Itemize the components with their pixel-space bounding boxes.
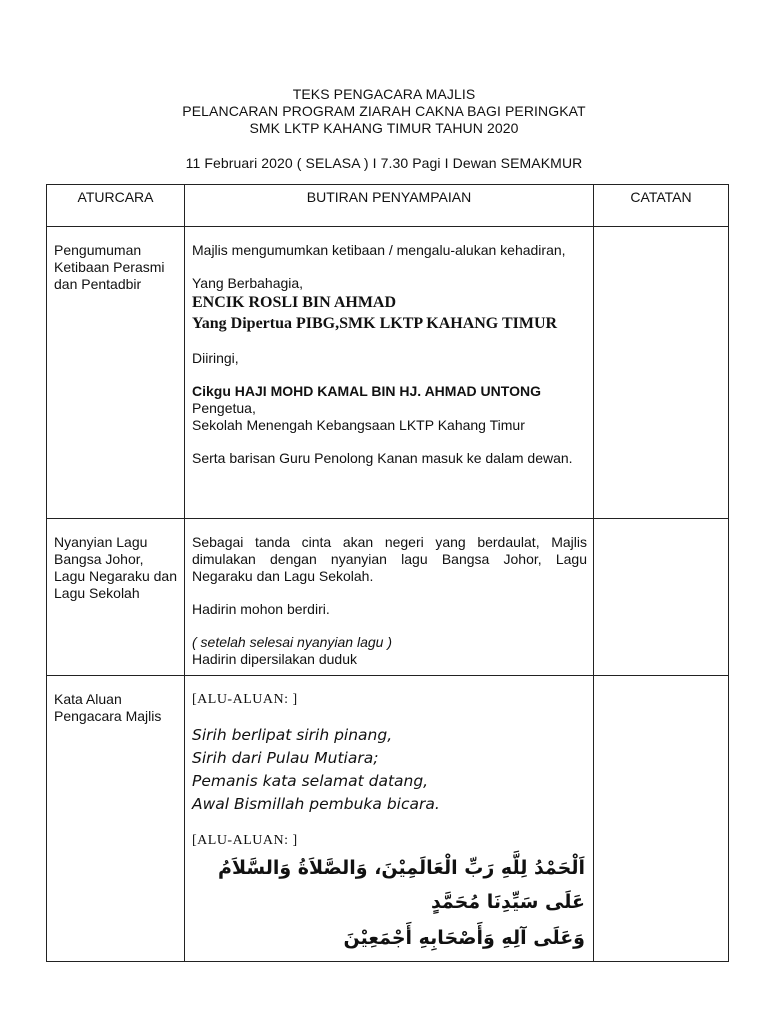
- paragraph: Serta barisan Guru Penolong Kanan masuk ke dalam dewan.: [192, 450, 573, 466]
- aturcara-cell: [47, 676, 185, 962]
- aturcara-text: Pengumuman Ketibaan Perasmi dan Pentadbir: [54, 242, 165, 292]
- paragraph: Hadirin mohon berdiri.: [192, 601, 330, 617]
- paragraph: Majlis mengumumkan ketibaan / mengalu-alukan kehadiran,: [192, 242, 566, 258]
- pantun-line: Sirih berlipat sirih pinang,: [192, 726, 393, 744]
- butiran-cell: [185, 676, 594, 962]
- aturcara-text: Nyanyian Lagu Bangsa Johor, Lagu Negaraku dan Lagu Sekolah: [54, 534, 177, 601]
- table-header-row: [47, 185, 729, 227]
- document-header: [0, 86, 768, 172]
- paragraph: Yang Berbahagia,: [192, 275, 304, 291]
- catatan-cell: [594, 227, 729, 519]
- header-school: SMK LKTP KAHANG TIMUR TAHUN 2020: [249, 120, 519, 136]
- pantun-line: Awal Bismillah pembuka bicara.: [192, 795, 440, 813]
- pantun: [192, 724, 587, 816]
- alu-aluan-tag: [ALU-ALUAN: ]: [192, 833, 298, 848]
- arabic-greeting-line: وَعَلَى آلِهِ وَأَصْحَابِهِ أَجْمَعِيْنَ: [343, 927, 585, 949]
- table-row: [47, 676, 729, 962]
- butiran-cell: [185, 519, 594, 676]
- guest-title: Yang Dipertua PIBG,SMK LKTP KAHANG TIMUR: [192, 315, 558, 332]
- paragraph: Hadirin dipersilakan duduk: [192, 651, 357, 667]
- stage-direction: ( setelah selesai nyanyian lagu ): [192, 634, 393, 650]
- pantun-line: Pemanis kata selamat datang,: [192, 772, 429, 790]
- agenda-table: [46, 184, 729, 962]
- principal-school: Sekolah Menengah Kebangsaan LKTP Kahang Timur: [192, 417, 525, 433]
- column-header-butiran: BUTIRAN PENYAMPAIAN: [185, 185, 594, 227]
- catatan-cell: [594, 519, 729, 676]
- guest-name: ENCIK ROSLI BIN AHMAD: [192, 294, 397, 311]
- aturcara-cell: [47, 519, 185, 676]
- arabic-greeting-line: اَلْحَمْدُ لِلَّهِ رَبِّ الْعَالَمِيْنَ، وَالصَّلاَةُ وَالسَّلاَمُ عَلَى سَيِّدِنَا مُحَمَّدٍ: [218, 857, 585, 913]
- principal-title: Pengetua,: [192, 400, 256, 416]
- butiran-cell: [185, 227, 594, 519]
- column-header-aturcara: ATURCARA: [47, 185, 185, 227]
- pantun-line: Sirih dari Pulau Mutiara;: [192, 749, 379, 767]
- table-row: [47, 519, 729, 676]
- aturcara-text: Kata Aluan Pengacara Majlis: [54, 691, 162, 724]
- header-dateline: 11 Februari 2020 ( SELASA ) I 7.30 Pagi I Dewan SEMAKMUR: [185, 155, 583, 171]
- header-title: TEKS PENGACARA MAJLIS: [292, 86, 476, 102]
- header-event: PELANCARAN PROGRAM ZIARAH CAKNA BAGI PERINGKAT: [182, 103, 586, 119]
- aturcara-cell: [47, 227, 185, 519]
- table-row: [47, 227, 729, 519]
- paragraph: Diiringi,: [192, 350, 239, 366]
- paragraph: Sebagai tanda cinta akan negeri yang berdaulat, Majlis dimulakan dengan nyanyian lagu Bangsa Johor, Lagu Negaraku dan Lagu Sekolah.: [192, 534, 587, 584]
- column-header-catatan: CATATAN: [594, 185, 729, 227]
- catatan-cell: [594, 676, 729, 962]
- principal-name: Cikgu HAJI MOHD KAMAL BIN HJ. AHMAD UNTONG: [192, 383, 541, 399]
- alu-aluan-tag: [ALU-ALUAN: ]: [192, 692, 298, 707]
